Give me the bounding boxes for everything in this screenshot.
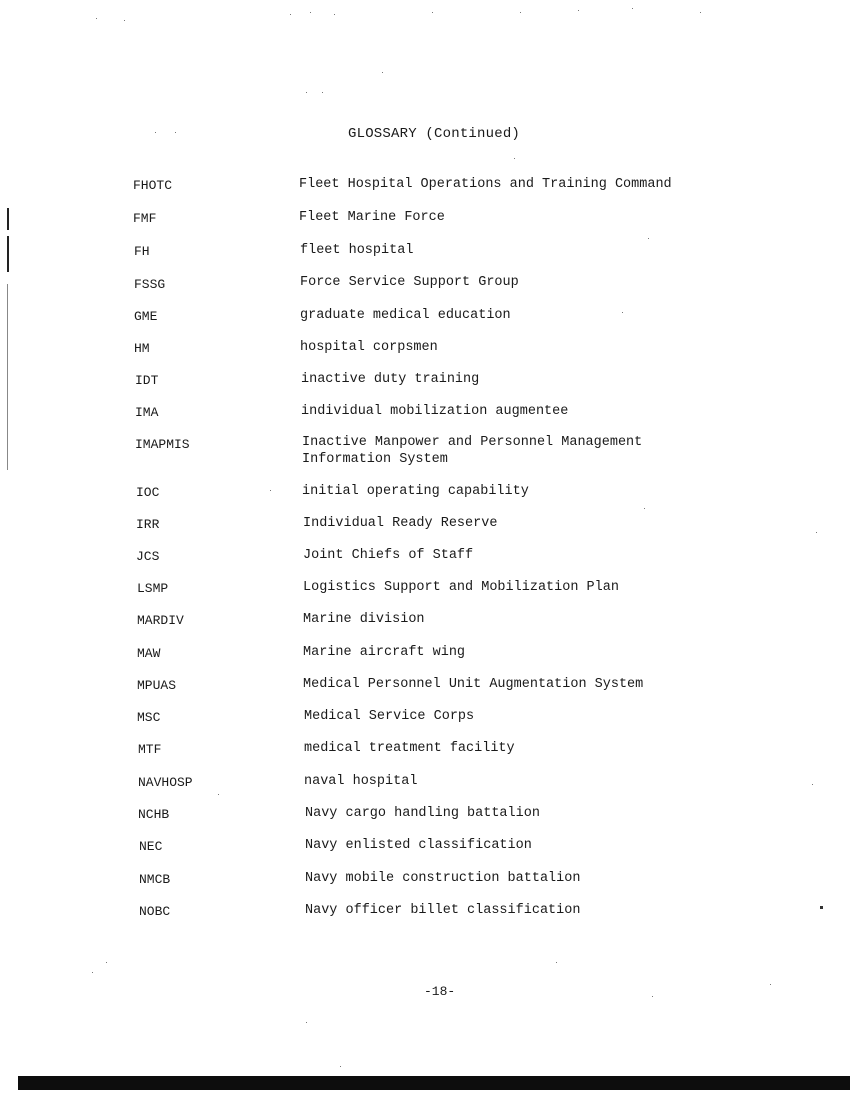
- scan-speck: [334, 14, 335, 15]
- glossary-definition: naval hospital: [304, 774, 418, 789]
- bottom-scan-rule: [18, 1076, 850, 1090]
- glossary-definition: Fleet Hospital Operations and Training Command: [299, 177, 672, 192]
- glossary-term: LSMP: [137, 581, 169, 596]
- glossary-definition: initial operating capability: [302, 484, 529, 499]
- glossary-term: MTF: [138, 742, 162, 757]
- glossary-definition: Force Service Support Group: [300, 275, 519, 290]
- glossary-definition: hospital corpsmen: [300, 340, 438, 355]
- glossary-definition: Individual Ready Reserve: [303, 516, 498, 531]
- glossary-definition: Joint Chiefs of Staff: [303, 548, 474, 563]
- glossary-definition: Navy cargo handling battalion: [305, 806, 540, 821]
- glossary-term: JCS: [136, 549, 160, 564]
- scan-speck: [124, 20, 125, 21]
- glossary-definition: individual mobilization augmentee: [301, 404, 569, 419]
- glossary-term: FSSG: [134, 277, 166, 292]
- glossary-term: NAVHOSP: [138, 775, 193, 790]
- glossary-definition: Marine aircraft wing: [303, 645, 466, 660]
- margin-change-bar: [7, 284, 8, 470]
- scan-speck: [382, 72, 383, 73]
- page-number: -18-: [424, 984, 456, 999]
- scan-speck: [700, 12, 701, 13]
- glossary-term: IMAPMIS: [135, 437, 190, 452]
- glossary-definition: inactive duty training: [301, 372, 480, 387]
- glossary-term: IMA: [135, 405, 159, 420]
- glossary-definition: Navy enlisted classification: [305, 838, 532, 853]
- scan-speck: [514, 158, 515, 159]
- scan-speck: [92, 972, 93, 973]
- glossary-term: NCHB: [138, 807, 170, 822]
- scan-speck: [432, 12, 433, 13]
- scan-speck: [622, 312, 623, 313]
- glossary-term: IRR: [136, 517, 160, 532]
- scan-speck: [648, 238, 649, 239]
- scan-speck: [270, 490, 271, 491]
- glossary-term: NMCB: [139, 872, 171, 887]
- glossary-definition: Marine division: [303, 612, 425, 627]
- glossary-term: NEC: [139, 839, 163, 854]
- glossary-term: HM: [134, 341, 150, 356]
- glossary-definition: Medical Service Corps: [304, 709, 475, 724]
- scan-speck: [816, 532, 817, 533]
- scan-speck: [96, 18, 97, 19]
- glossary-definition: Navy officer billet classification: [305, 903, 581, 918]
- margin-change-bar: [7, 208, 9, 230]
- margin-change-bar: [7, 236, 9, 272]
- glossary-term: IOC: [136, 485, 160, 500]
- scan-speck: [175, 132, 176, 133]
- scan-speck: [106, 962, 107, 963]
- glossary-term: NOBC: [139, 904, 171, 919]
- scan-speck: [322, 92, 323, 93]
- scan-speck: [644, 508, 645, 509]
- scan-speck: [310, 12, 311, 13]
- scan-speck: [306, 1022, 307, 1023]
- scan-speck: [290, 14, 291, 15]
- glossary-term: MSC: [137, 710, 161, 725]
- scan-speck: [520, 12, 521, 13]
- glossary-definition: Navy mobile construction battalion: [305, 871, 581, 886]
- scan-speck: [652, 996, 653, 997]
- scan-speck: [578, 10, 579, 11]
- glossary-term: MPUAS: [137, 678, 177, 693]
- scan-speck: [812, 784, 813, 785]
- glossary-definition: Medical Personnel Unit Augmentation System: [303, 677, 644, 692]
- glossary-definition: graduate medical education: [300, 308, 511, 323]
- scan-speck: [770, 984, 771, 985]
- glossary-definition: Fleet Marine Force: [299, 210, 445, 225]
- glossary-term: FHOTC: [133, 178, 173, 193]
- scan-speck: [340, 1066, 341, 1067]
- glossary-definition: medical treatment facility: [304, 741, 515, 756]
- glossary-definition: Inactive Manpower and Personnel Management: [302, 435, 643, 450]
- scan-speck: [155, 132, 156, 133]
- scan-speck: [306, 92, 307, 93]
- glossary-term: GME: [134, 309, 158, 324]
- glossary-term: MARDIV: [137, 613, 184, 628]
- glossary-definition: fleet hospital: [300, 243, 414, 258]
- glossary-definition: Logistics Support and Mobilization Plan: [303, 580, 619, 595]
- glossary-term: MAW: [137, 646, 161, 661]
- scan-speck: [820, 906, 823, 909]
- glossary-term: FMF: [133, 211, 157, 226]
- glossary-term: IDT: [135, 373, 159, 388]
- glossary-term: FH: [134, 244, 150, 259]
- glossary-definition-continued: Information System: [302, 452, 448, 467]
- scan-speck: [218, 794, 219, 795]
- scan-speck: [556, 962, 557, 963]
- scan-speck: [632, 8, 633, 9]
- page-title: GLOSSARY (Continued): [348, 126, 521, 142]
